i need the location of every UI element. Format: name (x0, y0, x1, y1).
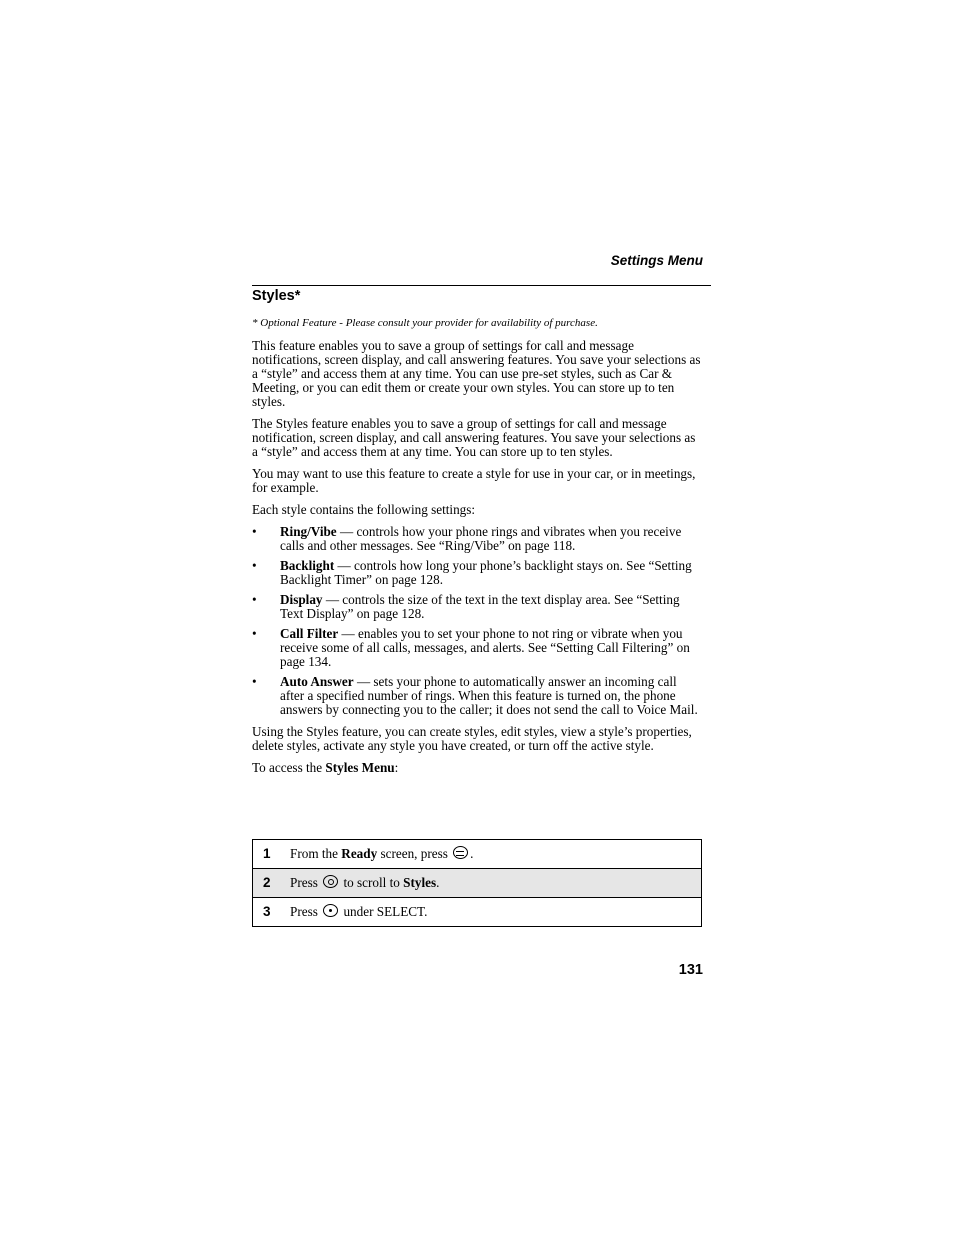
bullet-term: Auto Answer (280, 674, 354, 689)
settings-intro-paragraph: Each style contains the following settings: (252, 502, 476, 517)
menu-key-icon (453, 846, 468, 859)
ready-screen-label: Ready (341, 846, 378, 861)
table-row: 3 Press under SELECT. (253, 898, 702, 927)
list-item (252, 525, 702, 553)
styles-feature-paragraph: The Styles feature enables you to save a group of settings for call and message notification, screen display, and call answering features. You save your selections as a “style” and access them at any time. You can store up to ten styles. (252, 416, 696, 459)
running-header: Settings Menu (610, 253, 703, 268)
bullet-term: Display (280, 592, 323, 607)
usage-paragraph: You may want to use this feature to create a style for use in your car, or in meetings, for example. (252, 466, 696, 495)
bullet-term: Call Filter (280, 626, 339, 641)
bullet-text: — controls how long your phone’s backlight stays on. See “Setting Backlight Timer” on page 128. (280, 558, 692, 587)
bullet-marker: • (252, 558, 257, 573)
styles-capabilities-paragraph: Using the Styles feature, you can create styles, edit styles, view a style’s properties, delete styles, activate any style you have created, or turn off the active style. (252, 724, 692, 753)
table-row: 2 Press to scroll to Styles. (253, 869, 702, 898)
bullet-text: — controls how your phone rings and vibrates when you receive calls and other messages. See “Ring/Vibe” on page 118. (280, 524, 682, 553)
select-key-icon (323, 904, 338, 917)
section-title: Styles* (252, 288, 301, 304)
step-number: 3 (263, 904, 271, 919)
intro-paragraph: This feature enables you to save a group of settings for call and message notifications, screen display, and call answering features. You save your selections as a “style” and access them at any time. You can use pre-set styles, such as Car & Meeting, or you can edit them or create your own styles. You can store up to ten styles. (252, 338, 701, 409)
list-item (252, 627, 702, 669)
bullet-text: — enables you to set your phone to not ring or vibrate when you receive some of all calls, messages, and alerts. See “Setting Call Filtering” on page 134. (280, 626, 690, 669)
step-number: 1 (263, 846, 271, 861)
bullet-marker: • (252, 626, 257, 641)
settings-list (252, 525, 702, 717)
bullet-text: — controls the size of the text in the text display area. See “Setting Text Display” on page 128. (280, 592, 680, 621)
optional-feature-footnote: * Optional Feature - Please consult your provider for availability of purchase. (252, 317, 598, 329)
header-rule (252, 285, 711, 286)
bullet-marker: • (252, 592, 257, 607)
list-item (252, 559, 702, 587)
bullet-text: — sets your phone to automatically answer an incoming call after a specified number of rings. When this feature is turned on, the phone answers by connecting you to the caller; it does not send the call to Voice Mail. (280, 674, 698, 717)
bullet-marker: • (252, 674, 257, 689)
styles-label: Styles (403, 875, 437, 890)
list-item (252, 593, 702, 621)
steps-table (252, 839, 702, 927)
bullet-term: Ring/Vibe (280, 524, 337, 539)
list-item (252, 675, 702, 717)
bullet-marker: • (252, 524, 257, 539)
step-number: 2 (263, 875, 271, 890)
styles-menu-label: Styles Menu (325, 760, 395, 775)
page-number: 131 (678, 962, 703, 978)
body-text (252, 339, 702, 783)
access-instruction: To access the Styles Menu: (252, 760, 399, 775)
table-row: 1 From the Ready screen, press . (253, 840, 702, 869)
navigation-key-icon (323, 875, 338, 888)
bullet-term: Backlight (280, 558, 335, 573)
